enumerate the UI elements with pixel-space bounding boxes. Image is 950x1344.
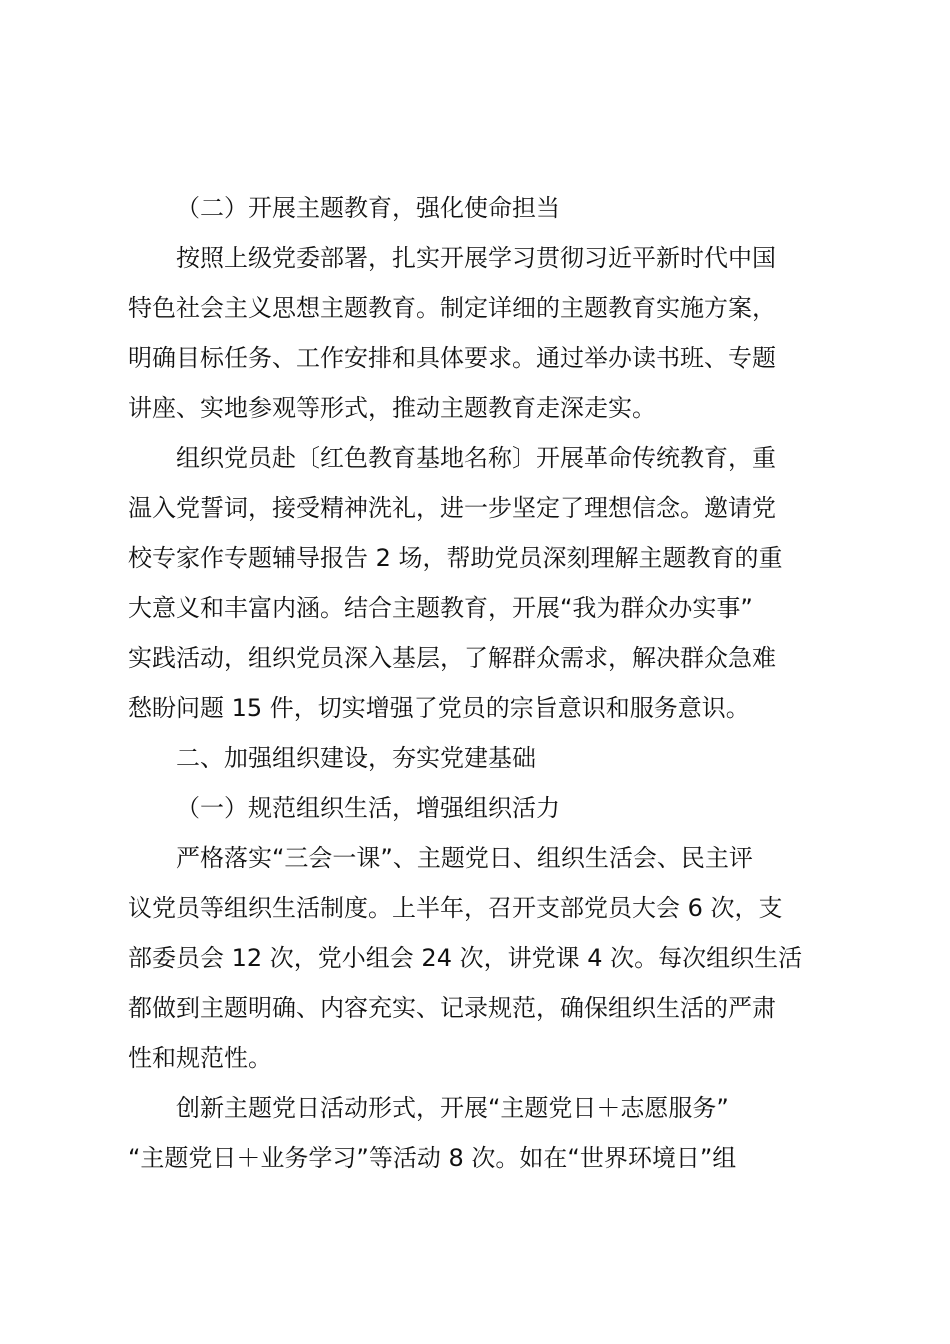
paragraph-theme-education-plan — [128, 233, 832, 433]
text-line: “主题党日＋业务学习”等活动 8 次。如在“世界环境日”组 — [128, 1144, 737, 1172]
heading-theme-education — [128, 183, 832, 233]
text-line: 温入党誓词，接受精神洗礼，进一步坚定了理想信念。邀请党 — [128, 494, 776, 522]
text-line: 创新主题党日活动形式，开展“主题党日＋志愿服务” — [176, 1094, 729, 1122]
text-line: 按照上级党委部署，扎实开展学习贯彻习近平新时代中国 — [176, 244, 776, 272]
text-line: 大意义和丰富内涵。结合主题教育，开展“我为群众办实事” — [128, 594, 753, 622]
text-line: 实践活动，组织党员深入基层，了解群众需求，解决群众急难 — [128, 644, 776, 672]
text-line: 都做到主题明确、内容充实、记录规范，确保组织生活的严肃 — [128, 994, 776, 1022]
text-line: 严格落实“三会一课”、主题党日、组织生活会、民主评 — [176, 844, 753, 872]
heading-organizational-life — [128, 783, 832, 833]
text-line: 明确目标任务、工作安排和具体要求。通过举办读书班、专题 — [128, 344, 776, 372]
paragraph-party-day-activities — [128, 1083, 832, 1183]
text-line: 愁盼问题 15 件，切实增强了党员的宗旨意识和服务意识。 — [128, 694, 750, 722]
paragraph-revolutionary-education — [128, 433, 832, 733]
text-line: 二、加强组织建设，夯实党建基础 — [176, 744, 536, 772]
text-line: 性和规范性。 — [128, 1044, 272, 1072]
text-line: 讲座、实地参观等形式，推动主题教育走深走实。 — [128, 394, 656, 422]
heading-organization-building — [128, 733, 832, 783]
text-line: 组织党员赴〔红色教育基地名称〕开展革命传统教育，重 — [176, 444, 776, 472]
text-line: （二）开展主题教育，强化使命担当 — [176, 194, 560, 222]
paragraph-organizational-life-system — [128, 833, 832, 1083]
text-line: （一）规范组织生活，增强组织活力 — [176, 794, 560, 822]
document-body — [128, 183, 832, 1183]
text-line: 部委员会 12 次，党小组会 24 次，讲党课 4 次。每次组织生活 — [128, 944, 803, 972]
text-line: 特色社会主义思想主题教育。制定详细的主题教育实施方案， — [128, 294, 776, 322]
text-line: 校专家作专题辅导报告 2 场，帮助党员深刻理解主题教育的重 — [128, 544, 783, 572]
text-line: 议党员等组织生活制度。上半年，召开支部党员大会 6 次，支 — [128, 894, 783, 922]
